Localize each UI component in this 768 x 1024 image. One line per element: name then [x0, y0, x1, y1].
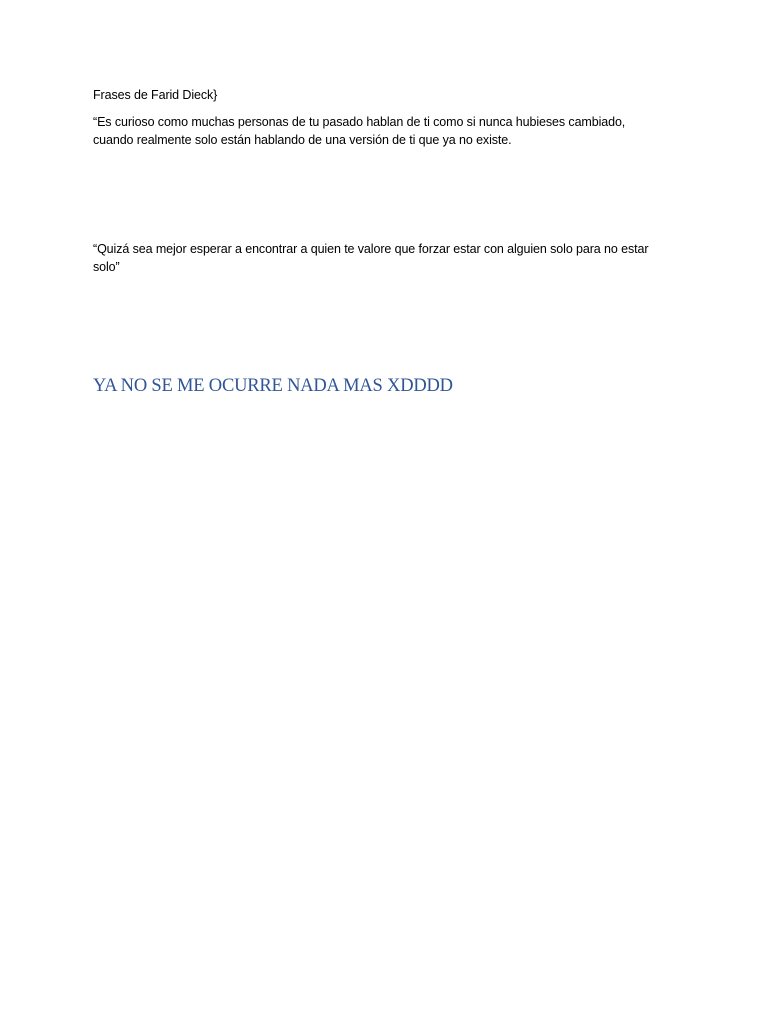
quote-paragraph-1: “Es curioso como muchas personas de tu pasado hablan de ti como si nunca hubieses cambiado, cuando realmente solo están hablando de una versión de ti que ya no existe. — [93, 115, 626, 147]
quote-paragraph-2: “Quizá sea mejor esperar a encontrar a quien te valore que forzar estar con alguien solo para no estar solo” — [93, 242, 649, 274]
document-heading: YA NO SE ME OCURRE NADA MAS XDDDD — [93, 376, 453, 396]
document-title: Frases de Farid Dieck} — [93, 88, 218, 102]
